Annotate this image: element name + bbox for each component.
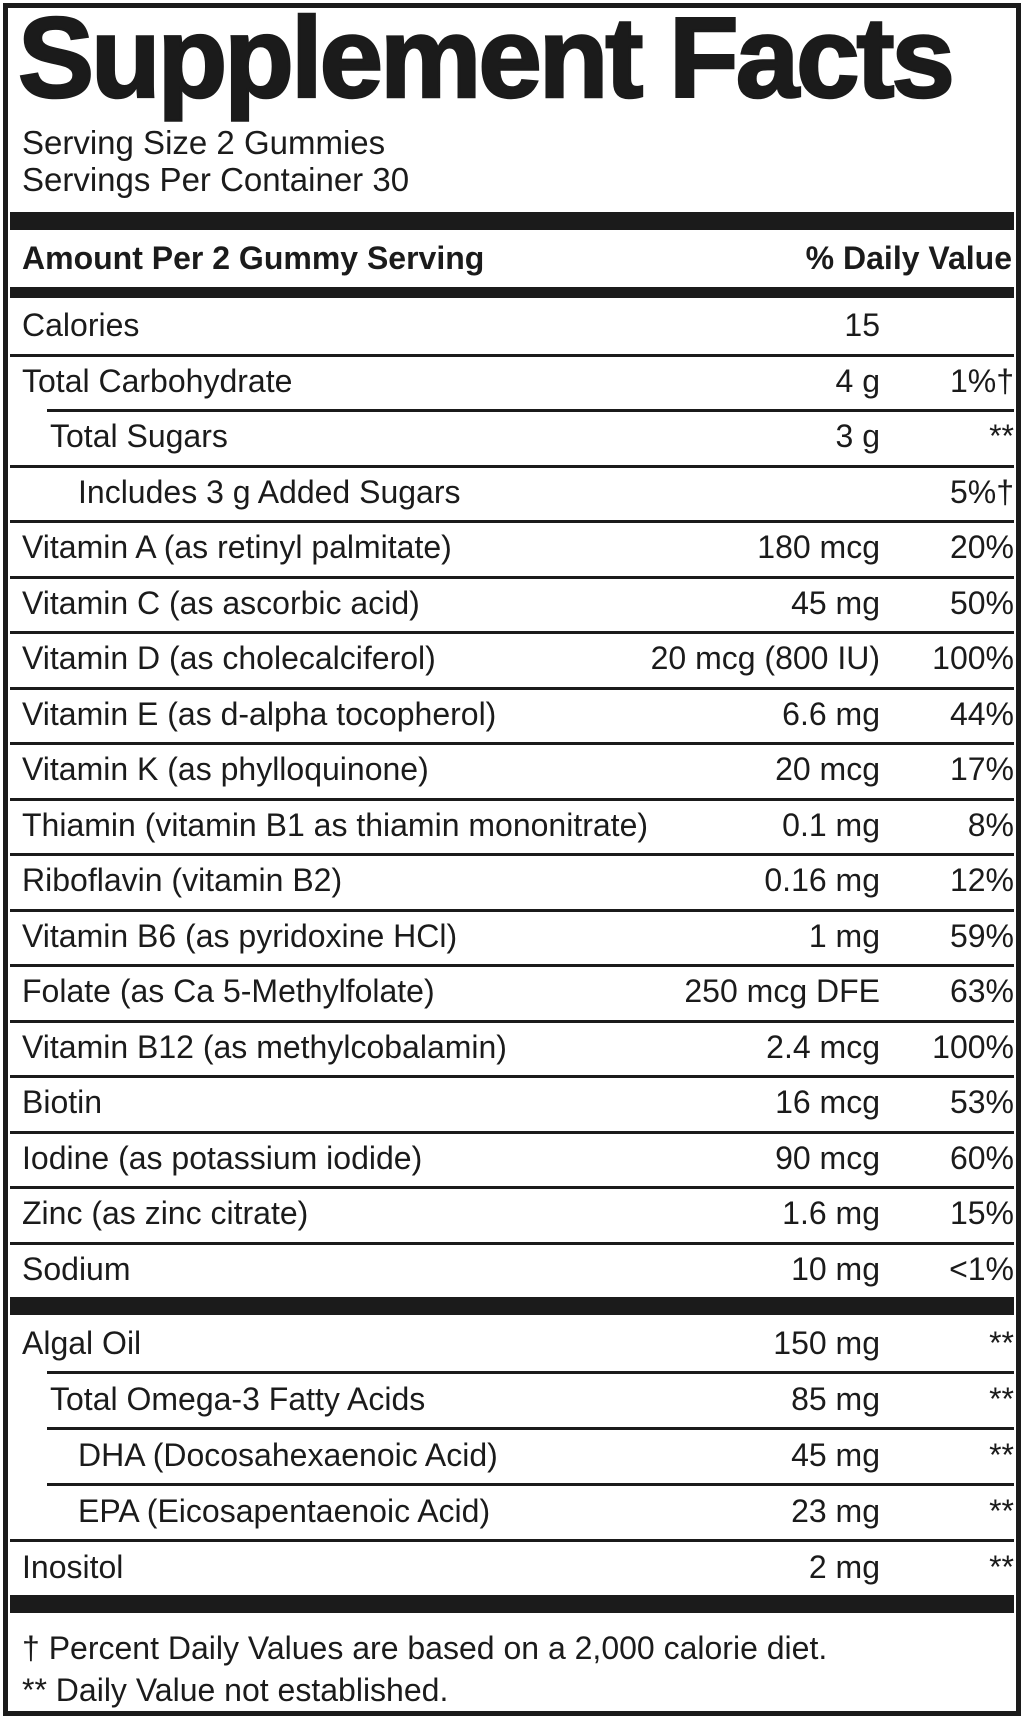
row-amount: 20 mcg (800 IU)	[650, 640, 880, 677]
row-label: Zinc (as zinc citrate)	[22, 1195, 309, 1232]
table-row	[10, 687, 1014, 743]
divider-thick-bottom	[10, 1595, 1014, 1613]
nutrient-table-other	[10, 1315, 1014, 1595]
row-amount: 1.6 mg	[782, 1195, 880, 1232]
row-label: Biotin	[22, 1084, 103, 1121]
row-label: Folate (as Ca 5-Methylfolate)	[22, 973, 435, 1010]
row-amount: 90 mcg	[775, 1139, 880, 1176]
row-dv: 53%	[949, 1084, 1014, 1121]
row-label: Riboflavin (vitamin B2)	[22, 862, 343, 899]
row-dv: 63%	[949, 973, 1014, 1010]
row-amount: 23 mg	[791, 1492, 880, 1529]
footnotes	[10, 1613, 1014, 1711]
row-label: Algal Oil	[22, 1324, 142, 1361]
row-dv: <1%	[949, 1250, 1014, 1287]
row-amount: 250 mcg DFE	[684, 973, 880, 1010]
divider-thick-top	[10, 212, 1014, 230]
dv-column-header: % Daily Value	[805, 240, 1012, 276]
row-amount: 2 mg	[808, 1548, 880, 1585]
row-amount: 85 mg	[791, 1380, 880, 1417]
table-row	[10, 1427, 1014, 1483]
table-row	[10, 1371, 1014, 1427]
table-row	[10, 576, 1014, 632]
row-dv: **	[989, 1324, 1014, 1361]
table-row	[10, 520, 1014, 576]
row-dv: **	[989, 1492, 1014, 1529]
row-dv: **	[989, 1548, 1014, 1585]
row-dv: **	[989, 418, 1014, 455]
table-row	[10, 1020, 1014, 1076]
row-dv: 15%	[949, 1195, 1014, 1232]
row-dv: 8%	[967, 806, 1014, 843]
serving-size: Serving Size 2 Gummies	[22, 124, 386, 161]
row-dv: 100%	[932, 1028, 1014, 1065]
table-row	[10, 853, 1014, 909]
nutrient-table-main	[10, 298, 1014, 1297]
row-label: Vitamin A (as retinyl palmitate)	[22, 529, 452, 566]
row-label: Vitamin C (as ascorbic acid)	[22, 584, 420, 621]
table-row	[10, 631, 1014, 687]
table-row	[10, 742, 1014, 798]
row-label: Vitamin E (as d-alpha tocopherol)	[22, 695, 497, 732]
row-dv: 20%	[949, 529, 1014, 566]
row-amount: 3 g	[835, 418, 880, 455]
row-amount: 10 mg	[791, 1250, 880, 1287]
footnote-daily-value: † Percent Daily Values are based on a 2,000 calorie diet.	[22, 1630, 828, 1666]
table-row	[10, 1186, 1014, 1242]
row-amount: 150 mg	[773, 1324, 880, 1361]
row-label: Vitamin B6 (as pyridoxine HCl)	[22, 917, 458, 954]
row-dv: 50%	[949, 584, 1014, 621]
table-row	[10, 798, 1014, 854]
table-row	[10, 465, 1014, 521]
row-amount: 45 mg	[791, 584, 880, 621]
row-label: DHA (Docosahexaenoic Acid)	[78, 1436, 498, 1473]
row-amount: 6.6 mg	[782, 695, 880, 732]
footnote-not-established: ** Daily Value not established.	[22, 1672, 449, 1708]
row-dv: 1%†	[949, 362, 1014, 399]
row-dv: 59%	[949, 917, 1014, 954]
table-row	[10, 354, 1014, 410]
row-label: Vitamin B12 (as methylcobalamin)	[22, 1028, 507, 1065]
table-row	[10, 1539, 1014, 1595]
table-row	[10, 964, 1014, 1020]
row-dv: **	[989, 1380, 1014, 1417]
row-label: Inositol	[22, 1548, 124, 1585]
row-label: Vitamin D (as cholecalciferol)	[22, 640, 436, 677]
table-row	[10, 298, 1014, 354]
row-amount: 0.1 mg	[782, 806, 880, 843]
table-row	[10, 1242, 1014, 1298]
row-label: Thiamin (vitamin B1 as thiamin mononitrate)	[22, 806, 649, 843]
row-amount: 16 mcg	[775, 1084, 880, 1121]
divider-medium-header	[10, 287, 1014, 298]
row-amount: 180 mcg	[757, 529, 880, 566]
table-row	[10, 1131, 1014, 1187]
servings-per-container: Servings Per Container 30	[22, 161, 410, 198]
table-row	[10, 1483, 1014, 1539]
column-header-row	[10, 230, 1014, 287]
row-amount: 15	[844, 307, 880, 344]
row-amount: 0.16 mg	[764, 862, 880, 899]
row-label: Includes 3 g Added Sugars	[78, 473, 461, 510]
label-frame	[3, 3, 1021, 1716]
row-dv: 12%	[949, 862, 1014, 899]
row-label: Calories	[22, 307, 140, 344]
row-label: Total Carbohydrate	[22, 362, 293, 399]
row-dv: 100%	[932, 640, 1014, 677]
row-amount: 45 mg	[791, 1436, 880, 1473]
row-label: EPA (Eicosapentaenoic Acid)	[78, 1492, 491, 1529]
table-row	[10, 409, 1014, 465]
table-row	[10, 909, 1014, 965]
table-row	[10, 1315, 1014, 1371]
label-title: Supplement Facts	[18, 3, 952, 122]
row-label: Total Omega-3 Fatty Acids	[50, 1380, 426, 1417]
row-amount: 4 g	[835, 362, 880, 399]
row-dv: **	[989, 1436, 1014, 1473]
row-amount: 20 mcg	[775, 751, 880, 788]
row-dv: 17%	[949, 751, 1014, 788]
row-label: Sodium	[22, 1250, 131, 1287]
row-amount: 1 mg	[808, 917, 880, 954]
row-label: Total Sugars	[50, 418, 228, 455]
row-dv: 44%	[949, 695, 1014, 732]
divider-thick-middle	[10, 1297, 1014, 1315]
row-amount: 2.4 mcg	[766, 1028, 880, 1065]
row-dv: 60%	[949, 1139, 1014, 1176]
table-row	[10, 1075, 1014, 1131]
row-label: Iodine (as potassium iodide)	[22, 1139, 423, 1176]
amount-column-header: Amount Per 2 Gummy Serving	[22, 240, 485, 276]
row-dv: 5%†	[949, 473, 1014, 510]
row-label: Vitamin K (as phylloquinone)	[22, 751, 429, 788]
